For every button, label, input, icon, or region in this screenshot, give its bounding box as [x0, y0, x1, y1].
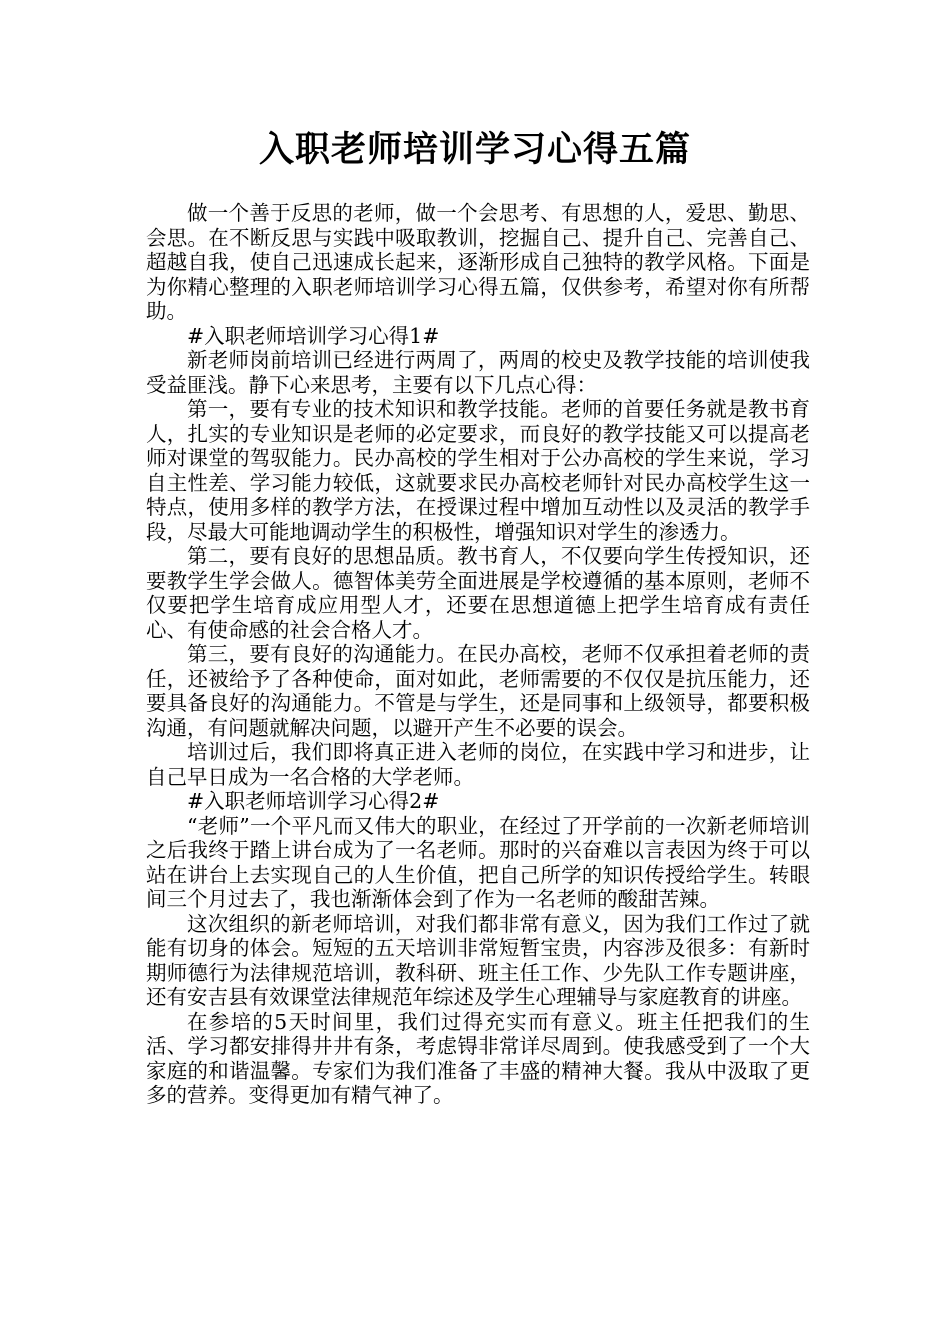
body-paragraph: 第二，要有良好的思想品质。教书育人，不仅要向学生传授知识，还要教学生学会做人。德智体美劳全面进展是学校遵循的基本原则，老师不仅要把学生培育成应用型人才，还要在思想道德上把学生培育成有责任心、有使命感的社会合格人才。 — [146, 544, 810, 642]
section-heading-1: #入职老师培训学习心得1# — [187, 323, 440, 348]
body-paragraph: 在参培的5天时间里，我们过得充实而有意义。班主任把我们的生活、学习都安排得井井有条，考虑锝非常详尽周到。使我感受到了一个大家庭的和谐温馨。专家们为我们准备了丰盛的精神大餐。我从中汲取了更多的营养。变得更加有精气神了。 — [146, 1009, 810, 1107]
body-paragraph: 这次组织的新老师培训，对我们都非常有意义，因为我们工作过了就能有切身的体会。短短的五天培训非常短暂宝贵，内容涉及很多：有新时期师德行为法律规范培训，教科研、班主任工作、少先队工作专题讲座，还有安吉县有效课堂法律规范年综述及学生心理辅导与家庭教育的讲座。 — [146, 911, 810, 1009]
section-heading-2: #入职老师培训学习心得2# — [187, 789, 440, 813]
body-paragraph: 培训过后，我们即将真正进入老师的岗位，在实践中学习和进步，让自己早日成为一名合格的大学老师。 — [146, 740, 810, 789]
body-paragraph: 第三，要有良好的沟通能力。在民办高校，老师不仅承担着老师的责任，还被给予了各种使命，面对如此，老师需要的不仅仅是抗压能力，还要具备良好的沟通能力。不管是与学生，还是同事和上级领导，都要积极沟通，有问题就解决问题，以避开产生不必要的误会。 — [146, 642, 810, 740]
body-paragraph: 第一，要有专业的技术知识和教学技能。老师的首要任务就是教书育人，扎实的专业知识是老师的必定要求，而良好的教学技能又可以提高老师对课堂的驾驭能力。民办高校的学生相对于公办高校的学生来说，学习自主性差、学习能力较低，这就要求民办高校老师针对民办高校学生这一特点，使用多样的教学方法，在授课过程中增加互动性以及灵活的教学手段，尽最大可能地调动学生的积极性，增强知识对学生的渗透力。 — [146, 397, 810, 544]
page-title: 入职老师培训学习心得五篇 — [258, 130, 691, 170]
document-body — [146, 201, 810, 1108]
body-paragraph: “老师”一个平凡而又伟大的职业，在经过了开学前的一次新老师培训之后我终于踏上讲台成为了一名老师。那时的兴奋难以言表因为终于可以站在讲台上去实现自己的人生价值，把自己所学的知识传授给学生。转眼间三个月过去了，我也渐渐体会到了作为一名老师的酸甜苦辣。 — [146, 813, 810, 911]
body-paragraph: 新老师岗前培训已经进行两周了，两周的校史及教学技能的培训使我受益匪浅。静下心来思考，主要有以下几点心得： — [146, 348, 810, 397]
intro-paragraph: 做一个善于反思的老师，做一个会思考、有思想的人，爱思、勤思、会思。在不断反思与实践中吸取教训，挖掘自己、提升自己、完善自己、超越自我，使自己迅速成长起来，逐渐形成自己独特的教学风格。下面是为你精心整理的入职老师培训学习心得五篇，仅供参考，希望对你有所帮助。 — [146, 201, 810, 323]
